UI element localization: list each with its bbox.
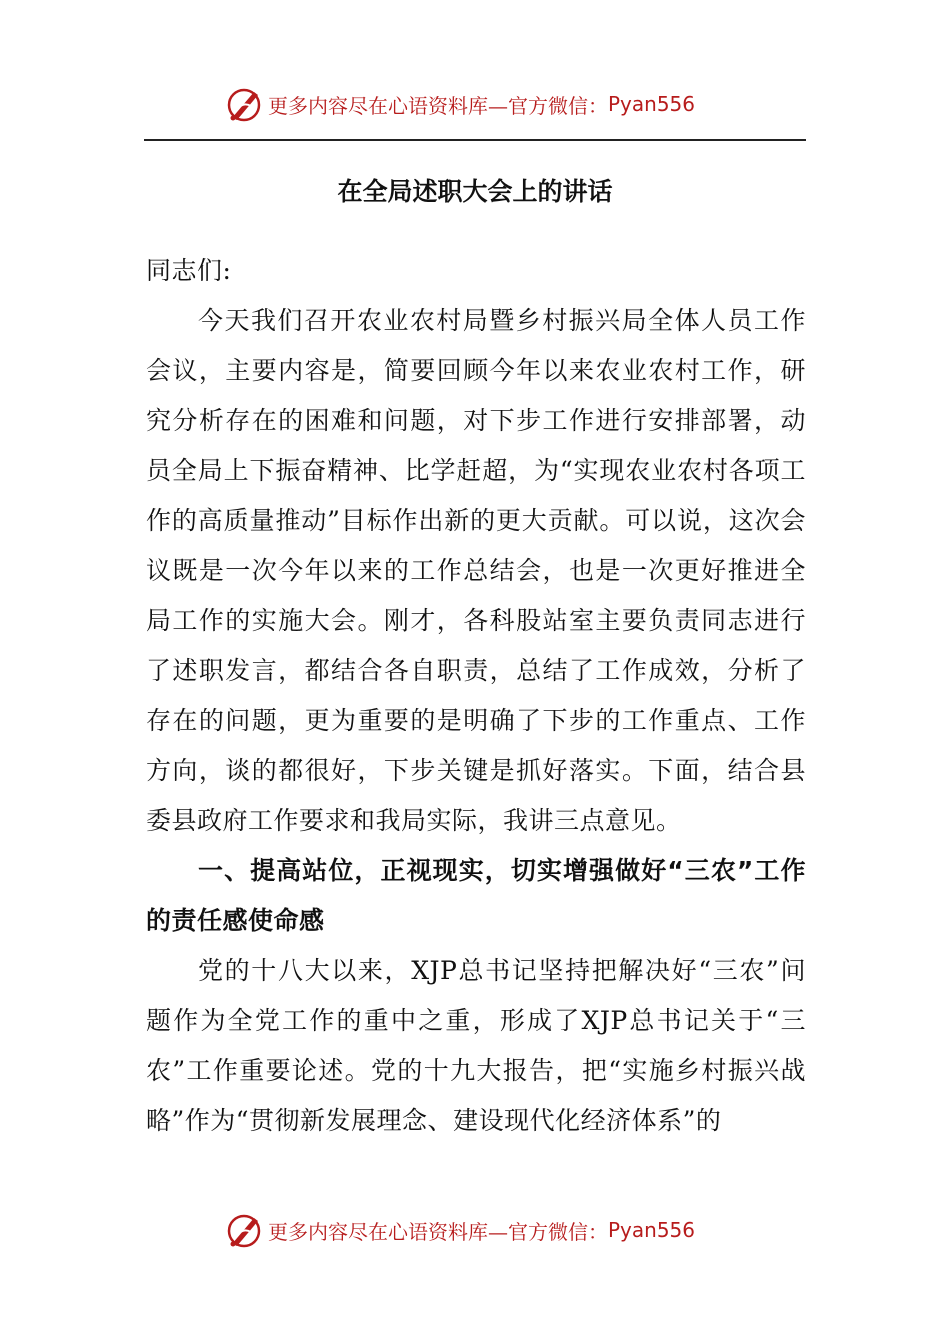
watermark-wechat-id: Pyan556 [608,92,696,116]
document-title: 在全局述职大会上的讲话 [337,177,613,206]
watermark-wechat-id: Pyan556 [608,1218,696,1242]
pen-logo-icon [224,1210,264,1250]
section-heading: 一、提高站位，正视现实，切实增强做好“三农”工作的责任感使命感 [146,856,806,935]
document-body [146,246,806,1146]
watermark-text: 更多内容尽在心语资料库—官方微信： [268,1219,608,1244]
header-divider [144,139,806,141]
pen-logo-icon [224,84,264,124]
watermark-text: 更多内容尽在心语资料库—官方微信： [268,93,608,118]
section-paragraph: 党的十八大以来，XJP总书记坚持把解决好“三农”问题作为全党工作的重中之重，形成了XJP总书记关于“三农”工作重要论述。党的十九大报告，把“实施乡村振兴战略”作为“贯彻新发展理念、建设现代化经济体系”的 [146,956,806,1135]
paragraph: 今天我们召开农业农村局暨乡村振兴局全体人员工作会议，主要内容是，简要回顾今年以来农业农村工作，研究分析存在的困难和问题，对下步工作进行安排部署，动员全局上下振奋精神、比学赶超，为“实现农业农村各项工作的高质量推动”目标作出新的更大贡献。可以说，这次会议既是一次今年以来的工作总结会，也是一次更好推进全局工作的实施大会。刚才，各科股站室主要负责同志进行了述职发言，都结合各自职责，总结了工作成效，分析了存在的问题，更为重要的是明确了下步的工作重点、工作方向，谈的都很好，下步关键是抓好落实。下面，结合县委县政府工作要求和我局实际，我讲三点意见。 [146,306,806,835]
footer-watermark [224,1210,695,1250]
header-watermark [224,84,695,124]
salutation: 同志们: [146,256,232,285]
